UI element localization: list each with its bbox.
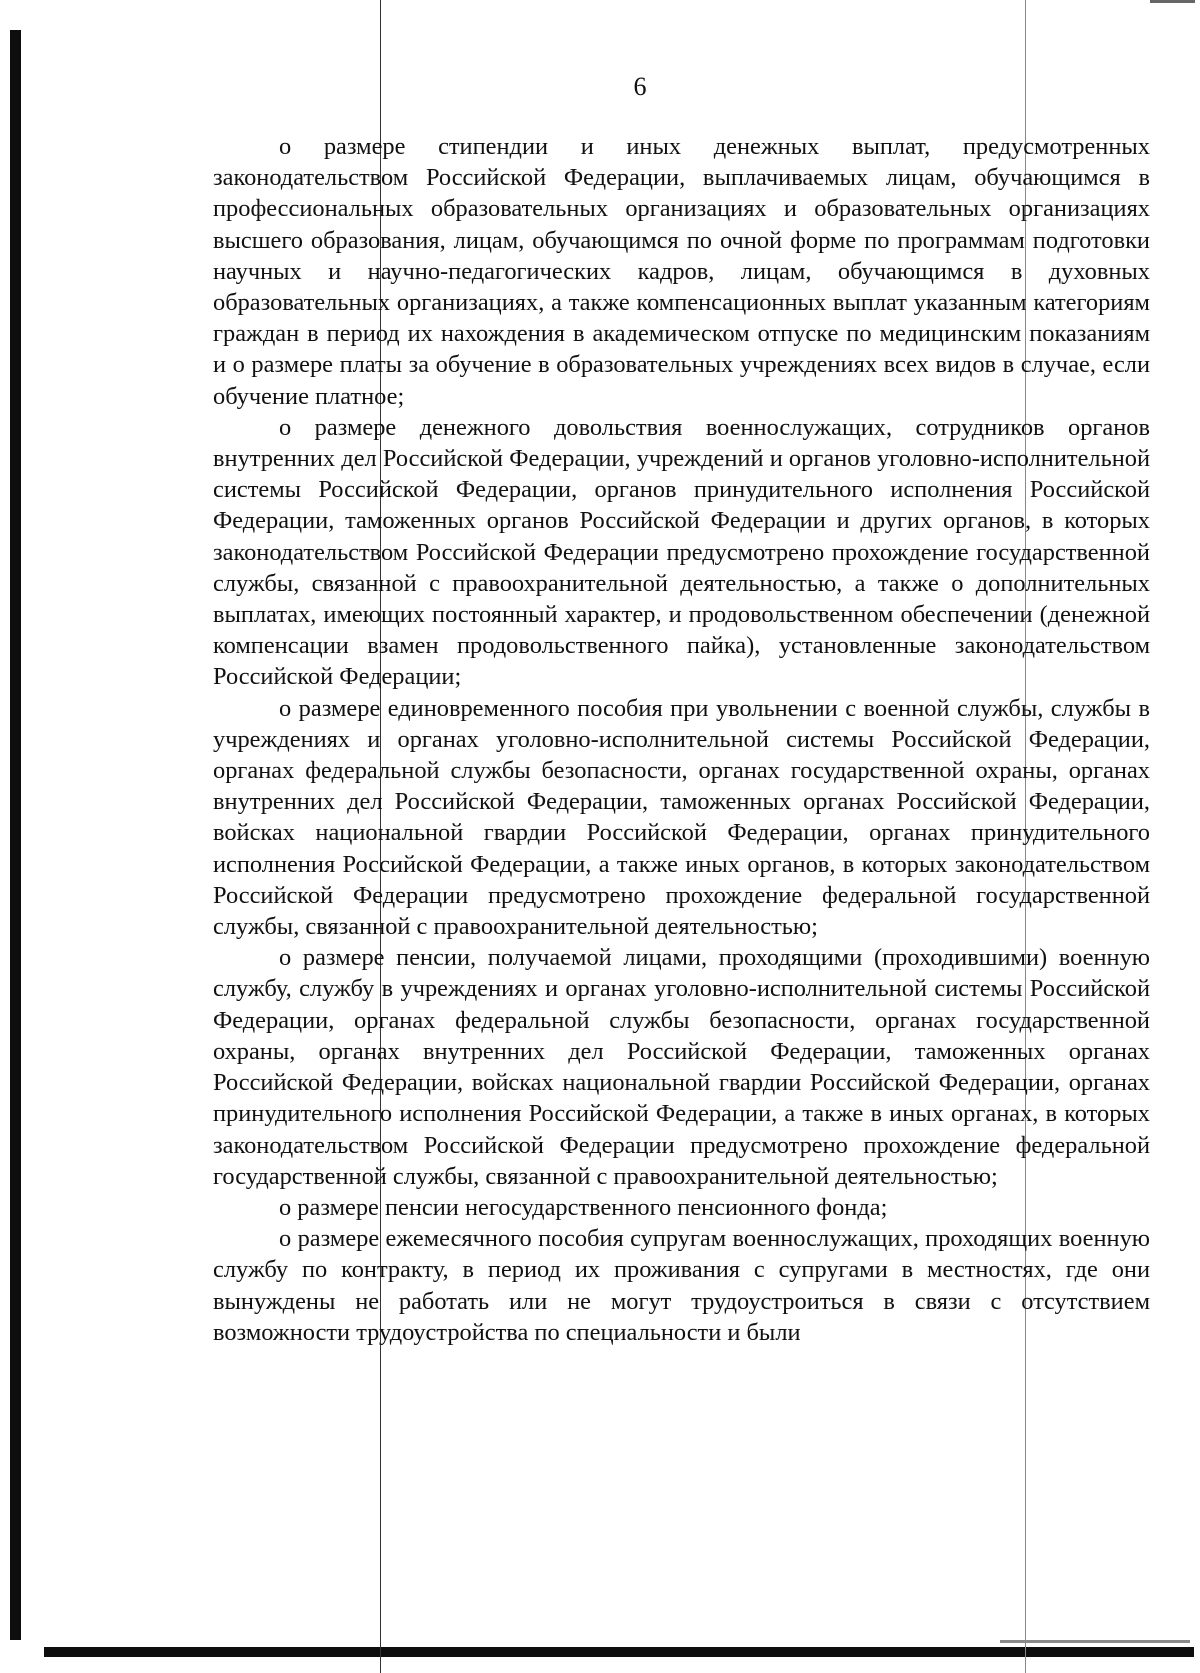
scan-border-bottom (44, 1647, 1194, 1657)
paragraph-scholarship: о размере стипендии и иных денежных выплат, предусмотренных законодательством Российской Федерации, выплачиваемых лицам, обучающимся в профессиональных образовательных организациях и образовательных организациях высшего образования, лицам, обучающимся по очной форме по программам подготовки научных и научно-педагогических кадров, лицам, обучающимся в духовных образовательных организациях, а также компенсационных выплат указанным категориям граждан в период их нахождения в академическом отпуске по медицинским показаниям и о размере платы за обучение в образовательных учреждениях всех видов в случае, если обучение платное; (213, 133, 1150, 410)
document-body (213, 131, 1150, 1348)
scan-corner-mark (1150, 0, 1195, 3)
paragraph-spouse-allowance: о размере ежемесячного пособия супругам военнослужащих, проходящих военную службу по контракту, в период их проживания с супругами в местностях, где они вынуждены не работать или не могут трудоустроиться в связи с отсутствием возможности трудоустройства по специальности и были (213, 1225, 1150, 1346)
scan-border-bottom-shadow (1000, 1640, 1190, 1643)
paragraph-private-pension: о размере пенсии негосударственного пенсионного фонда; (279, 1193, 888, 1221)
paragraph-allowance: о размере денежного довольствия военнослужащих, сотрудников органов внутренних дел Российской Федерации, учреждений и органов уголовно-исполнительной системы Российской Федерации, органов принудительного исполнения Российской Федерации, таможенных органов Российской Федерации и других органов, в которых законодательством Российской Федерации предусмотрено прохождение государственной службы, связанной с правоохранительной деятельностью, а также о дополнительных выплатах, имеющих постоянный характер, и продовольственном обеспечении (денежной компенсации взамен продовольственного пайка), установленные законодательством Российской Федерации; (213, 413, 1150, 691)
page-number: 6 (633, 72, 647, 101)
paragraph-pension: о размере пенсии, получаемой лицами, проходящими (проходившими) военную службу, службу в учреждениях и органах уголовно-исполнительной системы Российской Федерации, органах федеральной службы безопасности, органах государственной охраны, органах внутренних дел Российской Федерации, таможенных органах Российской Федерации, войсках национальной гвардии Российской Федерации, органах принудительного исполнения Российской Федерации, а также в иных органах, в которых законодательством Российской Федерации предусмотрено прохождение федеральной государственной службы, связанной с правоохранительной деятельностью; (213, 944, 1150, 1190)
paragraph-lump-sum: о размере единовременного пособия при увольнении с военной службы, службы в учреждениях и органах уголовно-исполнительной системы Российской Федерации, органах федеральной службы безопасности, органах государственной охраны, органах внутренних дел Российской Федерации, таможенных органах Российской Федерации, войсках национальной гвардии Российской Федерации, органах принудительного исполнения Российской Федерации, а также иных органов, в которых законодательством Российской Федерации предусмотрено прохождение федеральной государственной службы, связанной с правоохранительной деятельностью; (213, 694, 1150, 941)
scan-border-left (10, 30, 21, 1640)
